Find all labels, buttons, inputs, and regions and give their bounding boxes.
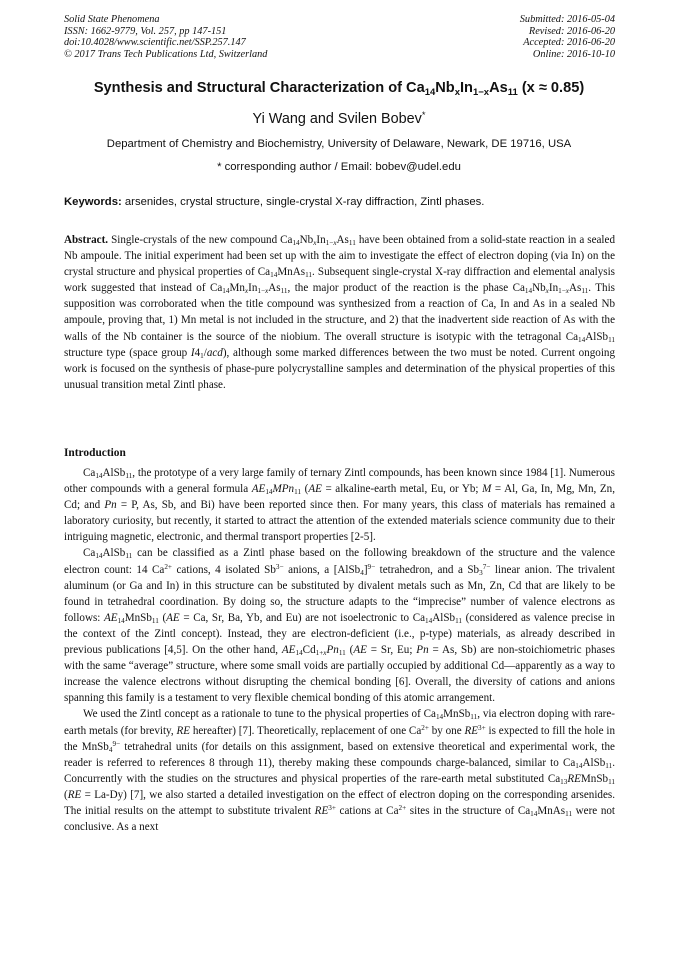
online-date: Online: 2016-10-10: [532, 48, 615, 60]
affiliation: Department of Chemistry and Biochemistry, University of Delaware, Newark, DE 19716, USA: [106, 138, 572, 150]
abstract-label: Abstract.: [64, 234, 109, 246]
corresponding-mark: *: [421, 109, 426, 120]
title-as: As: [489, 80, 508, 96]
section-heading-introduction: Introduction: [64, 447, 126, 459]
doi-line[interactable]: doi:10.4028/www.scientific.net/SSP.257.147: [64, 37, 246, 49]
title-sub-as: 11: [507, 86, 518, 98]
journal-info: [64, 14, 267, 60]
introduction-body: [64, 465, 615, 835]
publication-dates: [520, 14, 615, 60]
author-names: Yi Wang and Svilen Bobev: [252, 111, 422, 127]
intro-paragraph-3: We used the Zintl concept as a rationale to tune to the physical properties of $Ca_{14}MnSb_{11}$, via electron doping with rare-earth metals (for brevity, RE hereafter) [7]. Theoretically, replacement of one $Ca^{2+}$ by one $RE^{3+}$ is expected to fill the hole in the MnSb$_4^{9-}$ tetrahedral units (for details on this assignment, based on extensive theoretical and experimental work, the reader is referred to references 8 through 11), thereby making these compounds charge-balanced, similar to $Ca_{14}AlSb_{11}$. Concurrently with the studies on the structures and physical properties of the rare-earth metal substituted $Ca_{13}REMnSb_{11}$ (RE = La-Dy) [7], we also started a detailed investigation on the effect of electron doping on the corresponding arsenides. The initial results on the attempt to substitute trivalent $RE^{3+}$ cations at $Ca^{2+}$ sites in the structure of $Ca_{14}MnAs_{11}$ were not conclusive. As a next: [64, 708, 616, 834]
title-sub-nb: x: [454, 86, 460, 98]
submitted-date: Submitted: 2016-05-04: [519, 14, 615, 25]
abstract-text: Single-crystals of the new compound $Ca_{14}Nb_xIn_{1-x}As_{11}$ have been obtained from a solid-state reaction in a sealed Nb ampoule. The initial experiment had been set up with the aim to investigate the effect of electron doping (via In) on the crystal structure and physical properties of $Ca_{14}MnAs_{11}$. Subsequent single-crystal X-ray diffraction and elemental analysis work suggested that instead of $Ca_{14}Mn_xIn_{1-x}As_{11}$, the major product of the reaction is the phase $Ca_{14}Nb_xIn_{1-x}As_{11}$. This supposition was corroborated when the title compound was synthesized from a reaction of Ca, In and As in a sealed Nb ampoule, proving that, 1) Mn metal is not included in the structure, and 2) that the inadvertent side reaction of As with the walls of the Nb container is the source of the niobium. The overall structure is isotypic with the tetragonal $Ca_{14}AlSb_{11}$ structure type (space group $I4_1/acd$), although some marked differences between the two must be noted. Current ongoing work is focused on the synthesis of phase-pure polycrystalline samples and determination of the physical properties of this unusual transition metal Zintl phase.: [64, 234, 616, 391]
intro-paragraph-2: $Ca_{14}AlSb_{11}$ can be classified as a Zintl phase based on the following breakdown of the structure and the valence electron count: 14 $Ca^{2+}$ cations, 4 isolated $Sb^{3-}$ anions, a [AlSb$_4$]$^{9-}$ tetrahedron, and a $Sb_3^{7-}$ linear anion. The trivalent aluminum (or Ga and In) in this structure can be substituted by divalent metals such as Mn, Zn, Cd that are likely to be found in tetrahedral coordination. By doing so, the structure adapts to the “imprecise” number of valence electrons as follows: $AE_{14}MnSb_{11}$ (AE = Ca, Sr, Ba, Yb, and Eu) are not isoelectronic to $Ca_{14}AlSb_{11}$ (considered as valence precise in the context of the Zintl concept). Instead, they are electron-deficient (i.e., p-type) materials, as already described in previous publications [4,5]. On the other hand, $AE_{14}Cd_{1+x}Pn_{11}$ (AE = Sr, Eu; Pn = As, Sb) are non-stoichiometric phases with the same “average” structure, where some small voids are partially occupied by additional Cd—apparently as a way to increase the valence electrons without disrupting the chemical bonding [6]. Overall, the diversity of cations and anions spanning this family is a testament to very flexible chemical bonding of this atomic arrangement.: [64, 547, 616, 705]
accepted-date: Accepted: 2016-06-20: [523, 37, 615, 49]
issn-line: ISSN: 1662-9779, Vol. 257, pp 147-151: [64, 25, 227, 37]
title-lead: Synthesis and Structural Characterization of Ca: [93, 80, 425, 96]
revised-date: Revised: 2016-06-20: [528, 25, 615, 37]
title-nb: Nb: [435, 80, 455, 96]
copyright-line: © 2017 Trans Tech Publications Ltd, Switzerland: [64, 48, 268, 60]
corresponding-email[interactable]: * corresponding author / Email: bobev@udel.edu: [217, 161, 461, 173]
keywords-text: arsenides, crystal structure, single-crystal X-ray diffraction, Zintl phases.: [121, 196, 485, 208]
title-sub-in: 1−x: [472, 86, 490, 98]
title-in: In: [460, 80, 473, 96]
title-sub-ca: 14: [424, 86, 436, 98]
keywords-label: Keywords:: [64, 196, 122, 208]
intro-paragraph-1: $Ca_{14}AlSb_{11}$, the prototype of a very large family of ternary Zintl compounds, has been known since 1984 [1]. Numerous other compounds with a general formula $AE_{14}MPn_{11}$ (AE = alkaline-earth metal, Eu, or Yb; M = Al, Ga, In, Mg, Mn, Zn, Cd; and Pn = P, As, Sb, and Bi) have been reported since then. For many years, this class of materials has remained a laboratory curiosity, but recently, it started to attract the attention of the extended materials science community due to their intriguing magnetic, electronic, and thermal transport properties [2-5].: [64, 467, 616, 544]
paper-title: [40, 80, 638, 96]
author-line: [40, 111, 638, 127]
abstract: [64, 232, 615, 393]
journal-name: Solid State Phenomena: [64, 14, 160, 25]
title-tail: (x ≈ 0.85): [517, 80, 585, 96]
keywords: [64, 196, 624, 208]
